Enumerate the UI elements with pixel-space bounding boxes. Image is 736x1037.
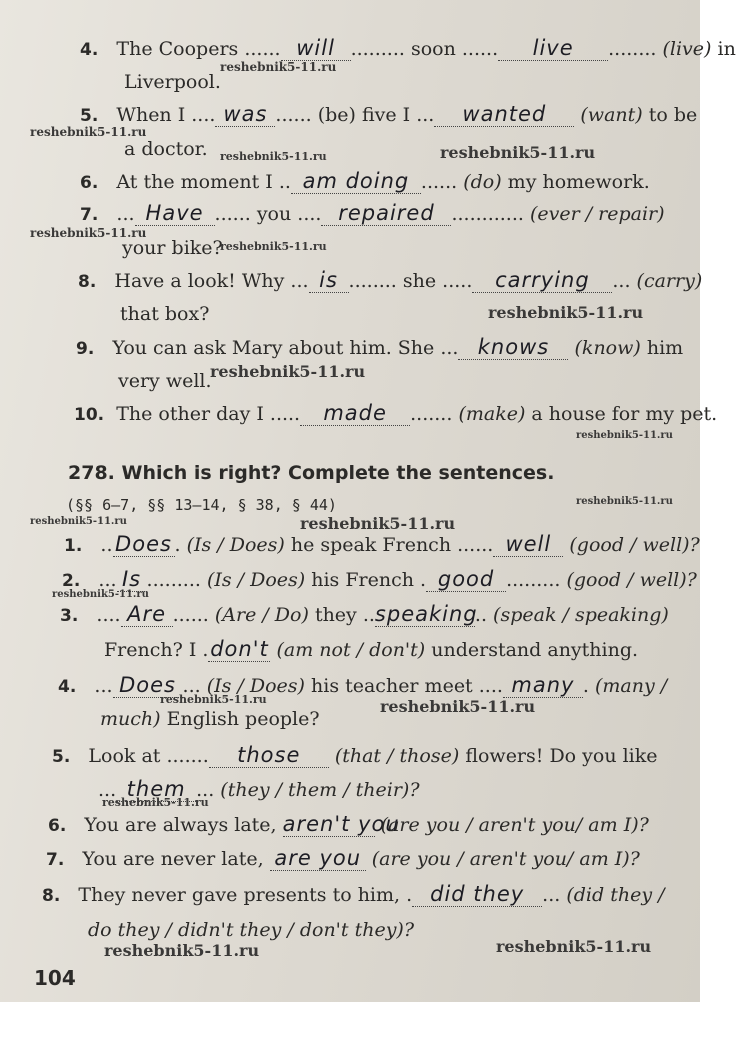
exercise-refs: (§§ 6–7, §§ 13–14, § 38, § 44) [66, 496, 337, 514]
watermark: reshebnik5-11.ru [160, 693, 267, 706]
watermark: reshebnik5-11.ru [300, 514, 456, 533]
item-8-cont: that box? [120, 303, 210, 325]
ex-item-7: 7. You are never late, are you (are you / aren't you/ am I)? [46, 846, 640, 870]
item-10: 10. The other day I ..... made ....... (make) a house for my pet. [74, 401, 718, 425]
item-5-cont: a doctor. [124, 138, 208, 160]
watermark: reshebnik5-11.ru [220, 150, 327, 163]
watermark: reshebnik5-11.ru [576, 496, 673, 507]
ex-item-5: 5. Look at ....... those (that / those) flowers! Do you like [52, 743, 658, 767]
watermark: reshebnik5-11.ru [220, 240, 327, 253]
item-7-cont: your bike? [122, 237, 223, 259]
watermark: reshebnik5-11.ru [440, 143, 596, 162]
watermark: reshebnik5-11.ru [52, 589, 149, 600]
ex-item-3: 3. .... Are ...... (Are / Do) they ..speaking.. (speak / speaking) [60, 602, 669, 626]
watermark: reshebnik5-11.ru [210, 362, 366, 381]
watermark: reshebnik5-11.ru [102, 796, 209, 809]
watermark: reshebnik5-11.ru [30, 516, 127, 527]
exercise-title: 278. Which is right? Complete the sentences. [68, 462, 555, 484]
ex-item-8: 8. They never gave presents to him, . did they ... (did they / [42, 882, 665, 906]
item-7: 7. ... Have ...... you .... repaired ............ (ever / repair) [80, 201, 665, 225]
item-9: 9. You can ask Mary about him. She ... knows (know) him [76, 335, 684, 359]
watermark: reshebnik5-11.ru [380, 697, 536, 716]
ex-item-5-cont: ... them ... (they / them / their)? [98, 777, 420, 801]
watermark: reshebnik5-11.ru [576, 430, 673, 441]
ex-item-3-cont: French? I .don't (am not / don't) understand anything. [104, 637, 639, 661]
ex-item-4-cont: much) English people? [100, 708, 320, 730]
watermark: reshebnik5-11.ru [104, 941, 260, 960]
item-9-cont: very well. [118, 370, 212, 392]
page-number: 104 [34, 966, 76, 990]
item-8: 8. Have a look! Why ... is ........ she ..... carrying ... (carry) [78, 268, 703, 292]
item-4-cont: Liverpool. [124, 71, 221, 93]
ex-item-6: 6. You are always late, aren't you (are you / aren't you/ am I)? [48, 812, 649, 836]
item-6: 6. At the moment I .. am doing ...... (do) my homework. [80, 169, 650, 193]
ex-item-2: 2. ... Is ......... (Is / Does) his French . good ......... (good / well)? [62, 567, 697, 591]
watermark: reshebnik5-11.ru [30, 125, 147, 139]
watermark: reshebnik5-11.ru [488, 303, 644, 322]
ex-item-8-cont: do they / didn't they / don't they)? [88, 919, 415, 941]
item-4: 4. The Coopers ...... will ......... soon ...... live ........ (live) in [80, 36, 736, 60]
ex-item-4: 4. ... Does ... (Is / Does) his teacher meet .... many . (many / [58, 673, 668, 697]
watermark: reshebnik5-11.ru [220, 60, 337, 74]
watermark: reshebnik5-11.ru [496, 937, 652, 956]
item-5: 5. When I .... was ...... (be) five I ... wanted (want) to be [80, 102, 698, 126]
watermark: reshebnik5-11.ru [30, 226, 147, 240]
ex-item-1: 1. .. Does . (Is / Does) he speak French ...... well (good / well)? [64, 532, 700, 556]
